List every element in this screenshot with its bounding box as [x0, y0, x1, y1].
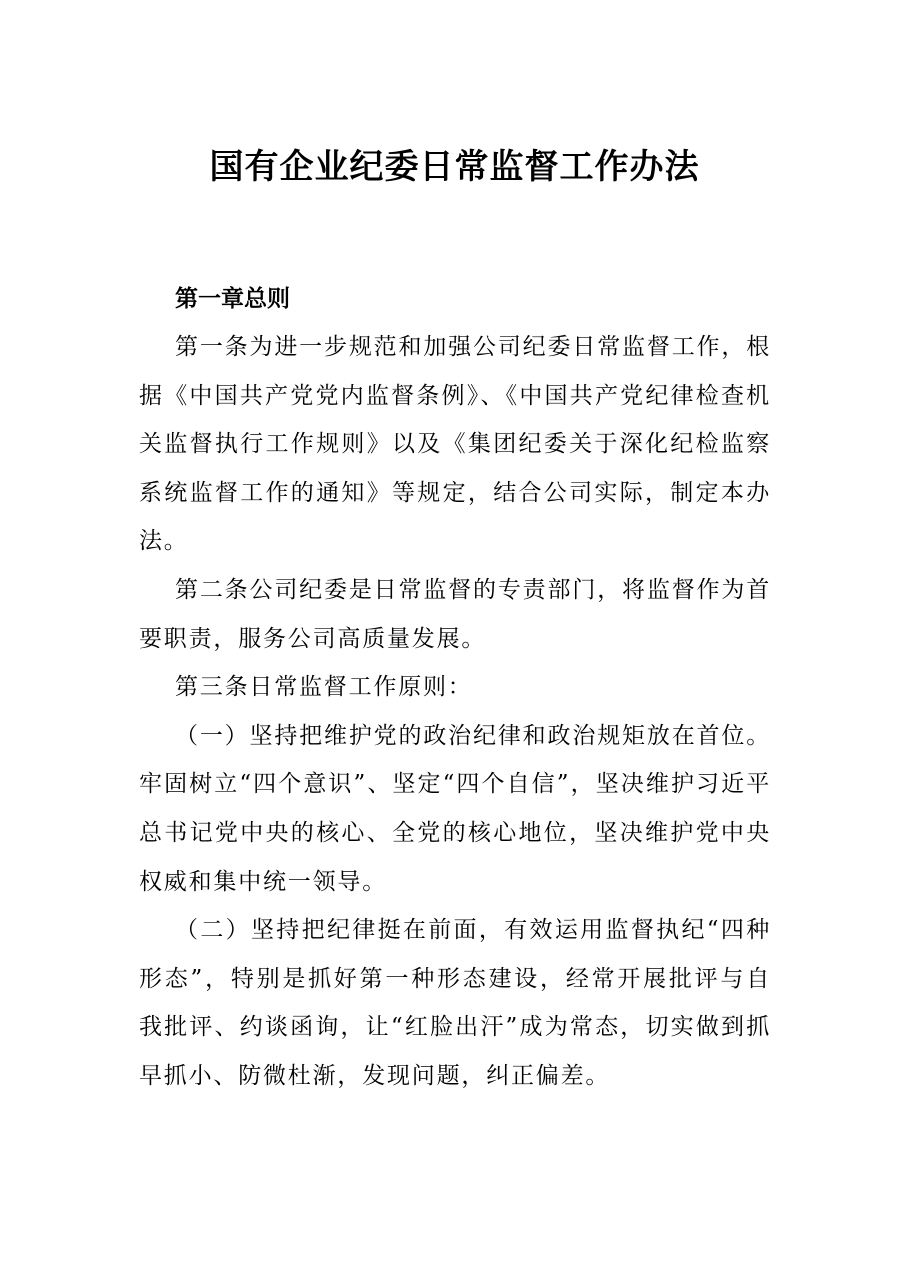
principle-2-paragraph: （二）坚持把纪律挺在前面，有效运用监督执纪“四种形态”，特别是抓好第一种形态建设，经常开展批评与自我批评、约谈函询，让“红脸出汗”成为常态，切实做到抓早抓小、防微杜渐，发现问题，纠正偏差。: [139, 917, 771, 1089]
document-title: 国有企业纪委日常监督工作办法: [209, 147, 700, 187]
principle-1-paragraph: （一）坚持把维护党的政治纪律和政治规矩放在首位。牢固树立“四个意识”、坚定“四个自信”，坚决维护习近平总书记党中央的核心、全党的核心地位，坚决维护党中央权威和集中统一领导。: [139, 722, 771, 895]
document-body: [139, 275, 771, 1101]
article-3-paragraph: 第三条日常监督工作原则：: [175, 674, 473, 701]
chapter-heading: 第一章总则: [175, 285, 290, 312]
article-2-paragraph: 第二条公司纪委是日常监督的专责部门，将监督作为首要职责，服务公司高质量发展。: [139, 576, 771, 652]
article-1-paragraph: 第一条为进一步规范和加强公司纪委日常监督工作，根据《中国共产党党内监督条例》、《中国共产党纪律检查机关监督执行工作规则》以及《集团纪委关于深化纪检监察系统监督工作的通知》等规定，结合公司实际，制定本办法。: [139, 334, 771, 555]
